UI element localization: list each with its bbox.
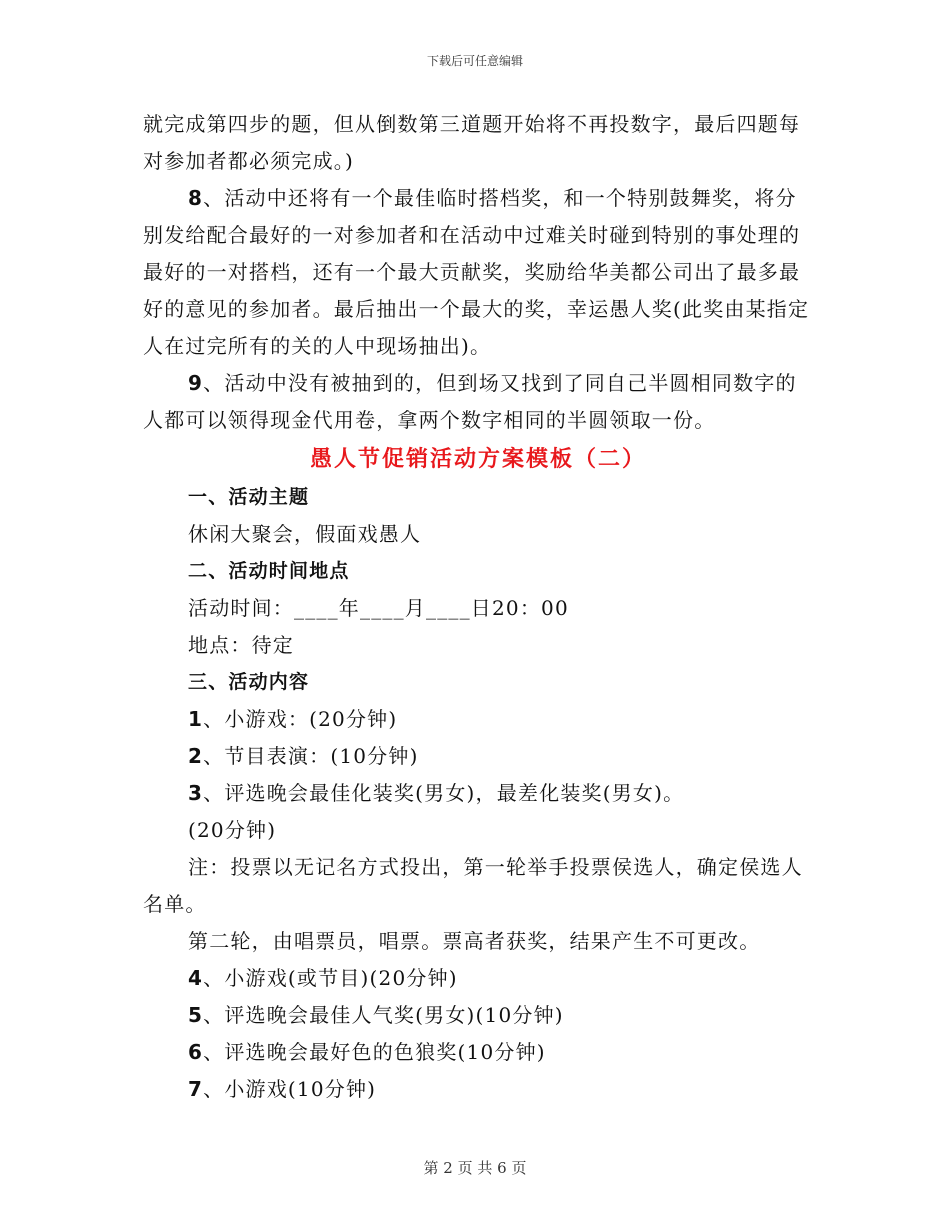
- item-number: 9: [188, 371, 204, 395]
- list-item: [143, 997, 813, 1034]
- list-item: [143, 775, 813, 812]
- list-item-text: 、小游戏(10分钟): [203, 1077, 377, 1101]
- theme-text: 休闲大聚会，假面戏愚人: [188, 522, 422, 546]
- list-item-text: 、评选晚会最佳化装奖(男女)，最差化装奖(男女)。: [203, 781, 685, 805]
- heading-theme: 一、活动主题: [188, 486, 310, 508]
- list-item: [143, 701, 813, 738]
- list-item-text: 、评选晚会最佳人气奖(男女)(10分钟): [203, 1003, 564, 1027]
- section-title: 愚人节促销活动方案模板（二）: [309, 446, 646, 472]
- note-paragraph: 第二轮，由唱票员，唱票。票高者获奖，结果产生不可更改。: [188, 929, 761, 953]
- paragraph-item-8: [143, 180, 813, 365]
- paragraph-item-9: [143, 365, 813, 439]
- heading-time-place: 二、活动时间地点: [188, 560, 350, 582]
- page-footer: 第 2 页 共 6 页: [423, 1159, 527, 1177]
- item-number: 1: [188, 707, 204, 731]
- item-number: 6: [188, 1040, 204, 1064]
- place-text: 地点：待定: [188, 633, 294, 657]
- list-item-text: 、小游戏(或节目)(20分钟): [203, 966, 458, 990]
- note-paragraph: 注：投票以无记名方式投出，第一轮举手投票侯选人，确定侯选人名单。: [143, 855, 803, 916]
- item-number: 5: [188, 1003, 204, 1027]
- list-item-text: 、评选晚会最好色的色狼奖(10分钟): [203, 1040, 546, 1064]
- list-item: [143, 1071, 813, 1108]
- list-item: [143, 1034, 813, 1071]
- list-item: [143, 960, 813, 997]
- paragraph-text: 、活动中没有被抽到的，但到场又找到了同自己半圆相同数字的人都可以领得现金代用卷，拿两个数字相同的半圆领取一份。: [143, 371, 797, 432]
- document-body: [143, 106, 813, 1108]
- page-header: 下载后可任意编辑: [426, 54, 523, 68]
- item-number: 2: [188, 744, 204, 768]
- item-number: 7: [188, 1077, 204, 1101]
- list-item: [143, 738, 813, 775]
- time-text: 活动时间：____年____月____日20：00: [188, 596, 569, 620]
- paragraph-text: 、活动中还将有一个最佳临时搭档奖，和一个特别鼓舞奖，将分别发给配合最好的一对参加者和在活动中过难关时碰到特别的事处理的最好的一对搭档，还有一个最大贡献奖，奖励给华美都公司出了最多最好的意见的参加者。最后抽出一个最大的奖，幸运愚人奖(此奖由某指定人在过完所有的关的人中现场抽出)。: [143, 186, 810, 358]
- item-number: 8: [188, 186, 204, 210]
- item-number: 3: [188, 781, 204, 805]
- heading-content: 三、活动内容: [188, 671, 310, 693]
- list-item-text: 、小游戏：(20分钟): [203, 707, 398, 731]
- duration-text: (20分钟): [188, 818, 277, 842]
- paragraph-continuation: 就完成第四步的题，但从倒数第三道题开始将不再投数字，最后四题每对参加者都必须完成。): [143, 112, 801, 173]
- list-item-text: 、节目表演：(10分钟): [203, 744, 419, 768]
- item-number: 4: [188, 966, 204, 990]
